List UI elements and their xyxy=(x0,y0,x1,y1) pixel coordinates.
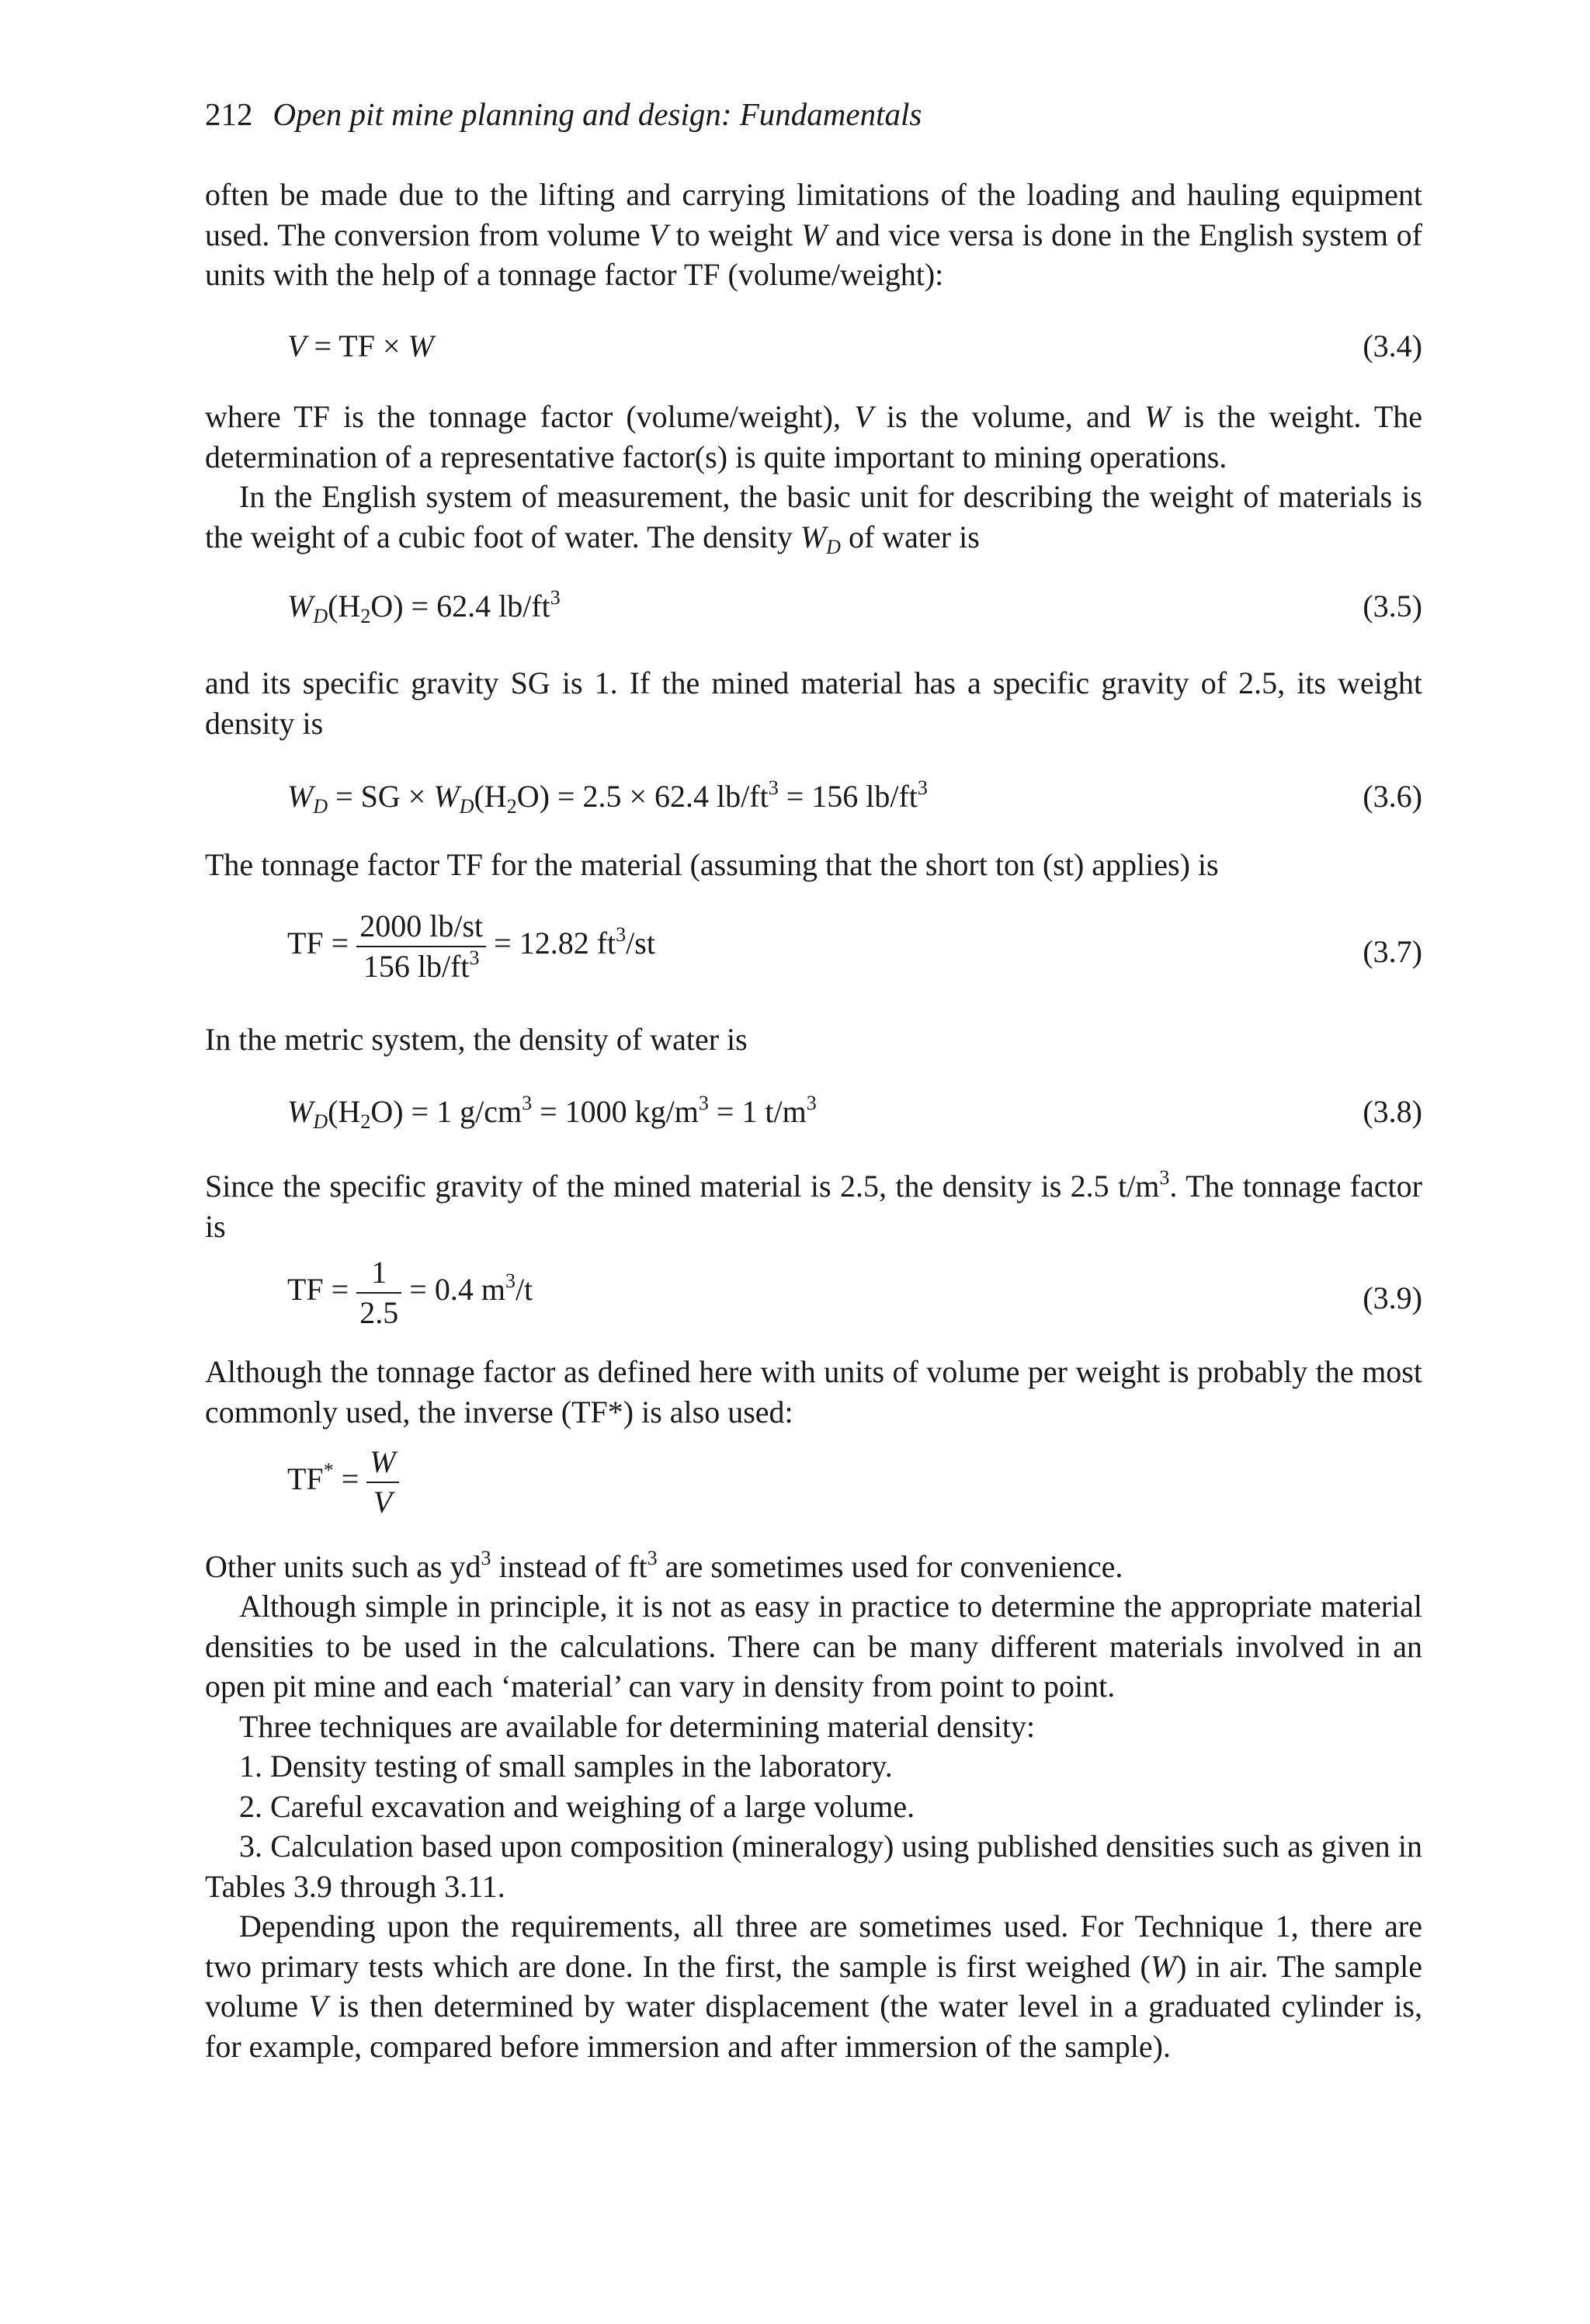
paragraph-text: Although simple in principle, it is not as easy in practice to determine the appropriate material densities to be used in the calculations. There can be many different materials involved in an open pit mine and each ‘material’ can vary in density from point to point. xyxy=(205,1589,1422,1704)
paragraph-text: and its specific gravity SG is 1. If the mined material has a specific gravity of 2.5, its weight density is xyxy=(205,665,1422,741)
fraction: $\frac{1}{2.5}$ xyxy=(356,1255,401,1331)
paragraph-5 xyxy=(205,845,1422,885)
equation-number: (3.6) xyxy=(1363,779,1422,814)
paragraph-11 xyxy=(205,1707,1422,1747)
paragraph-7 xyxy=(205,1166,1422,1246)
paragraph-6 xyxy=(205,1020,1422,1060)
equation-3-7 xyxy=(287,908,1422,985)
equation-body: $W_D$ = SG × $W_D(H_2O) = 2.5 \times 62.4$ $lb/ft^3 = 156$ $lb/ft^3$ xyxy=(287,776,928,818)
equation-body: $W_D(H_2O) = 1$ $g/cm^3 = 1000$ $kg/m^3 = 1$ $t/m^3$ xyxy=(287,1092,817,1133)
paragraph-8 xyxy=(205,1352,1422,1432)
equation-3-5 xyxy=(287,586,1422,627)
equation-number: (3.4) xyxy=(1363,328,1422,363)
paragraph-text: often be made due to the lifting and carrying limitations of the loading and hauling equipment used. The conversion from volume V to weight W and vice versa is done in the English system of units with the help of a tonnage factor TF (volume/weight): xyxy=(205,177,1422,292)
equation-body: $W_D(H_2O) = 62.4$ $lb/ft^3$ xyxy=(287,586,561,627)
paragraph-text: Other units such as $yd^3$ instead of $ft^3$ are sometimes used for convenience. xyxy=(205,1547,1123,1584)
paragraph-1 xyxy=(205,175,1422,295)
list-item: 3. Calculation based upon composition (mineralogy) using published densities such as given in Tables 3.9 through 3.11. xyxy=(205,1829,1422,1904)
fraction: $\frac{2000 lb/st}{156 lb/ft^3}$ xyxy=(356,908,486,985)
paragraph-2 xyxy=(205,397,1422,477)
paragraph-text: The tonnage factor TF for the material (assuming that the short ton (st) applies) is xyxy=(205,847,1219,882)
paragraph-text: In the metric system, the density of water is xyxy=(205,1022,748,1057)
paragraph-text: Depending upon the requirements, all three are sometimes used. For Technique 1, there are two primary tests which are done. In the first, the sample is first weighed (W) in air. The sample volume V is then determined by water displacement (the water level in a graduated cylinder is, for example, compared before immersion and after immersion of the sample). xyxy=(205,1909,1422,2064)
paragraph-text: where TF is the tonnage factor (volume/weight), V is the volume, and W is the weight. The determination of a representative factor(s) is quite important to mining operations. xyxy=(205,399,1423,474)
equation-body: V = TF × W xyxy=(287,328,434,363)
equation-number: (3.8) xyxy=(1363,1094,1422,1129)
equation-3-9 xyxy=(287,1255,1422,1331)
paragraph-12 xyxy=(205,1906,1422,2066)
paragraph-text: Although the tonnage factor as defined here with units of volume per weight is probably the most commonly used, the inverse (TF*) is also used: xyxy=(205,1354,1422,1429)
running-header xyxy=(205,95,922,135)
equation-3-6 xyxy=(287,776,1422,817)
equation-number: (3.7) xyxy=(1363,934,1422,969)
running-title: Open pit mine planning and design: Fundamentals xyxy=(273,96,922,132)
list-item: 1. Density testing of small samples in the laboratory. xyxy=(239,1749,893,1784)
equation-tf-inverse xyxy=(287,1444,1422,1520)
paragraph-9 xyxy=(205,1547,1422,1587)
equation-3-8 xyxy=(287,1092,1422,1132)
equation-number: (3.5) xyxy=(1363,589,1422,624)
equation-body: TF* = $\frac{W}{V}$ xyxy=(287,1461,399,1496)
paragraph-10 xyxy=(205,1586,1422,1707)
fraction: $\frac{W}{V}$ xyxy=(366,1444,398,1520)
paragraph-3 xyxy=(205,477,1422,557)
paragraph-text: Three techniques are available for determining material density: xyxy=(239,1709,1036,1744)
technique-list xyxy=(205,1746,1422,1906)
equation-number: (3.9) xyxy=(1363,1280,1422,1315)
paragraph-4 xyxy=(205,663,1422,743)
page-number: 212 xyxy=(205,96,253,132)
equation-body: TF = $\frac{2000 lb/st}{156 lb/ft^3}$ = 12.82 $ft^3/st$ xyxy=(287,908,655,984)
paragraph-text: In the English system of measurement, the basic unit for describing the weight of materials is the weight of a cubic foot of water. The density $W_D$ of water is xyxy=(205,479,1422,558)
equation-3-4 xyxy=(287,326,1422,366)
list-item: 2. Careful excavation and weighing of a large volume. xyxy=(239,1788,915,1824)
equation-body: TF = $\frac{1}{2.5}$ = 0.4 $m^3/t$ xyxy=(287,1255,533,1330)
paragraph-text: Since the specific gravity of the mined material is 2.5, the density is 2.5 $t/m^3$. The tonnage factor is xyxy=(205,1166,1422,1244)
